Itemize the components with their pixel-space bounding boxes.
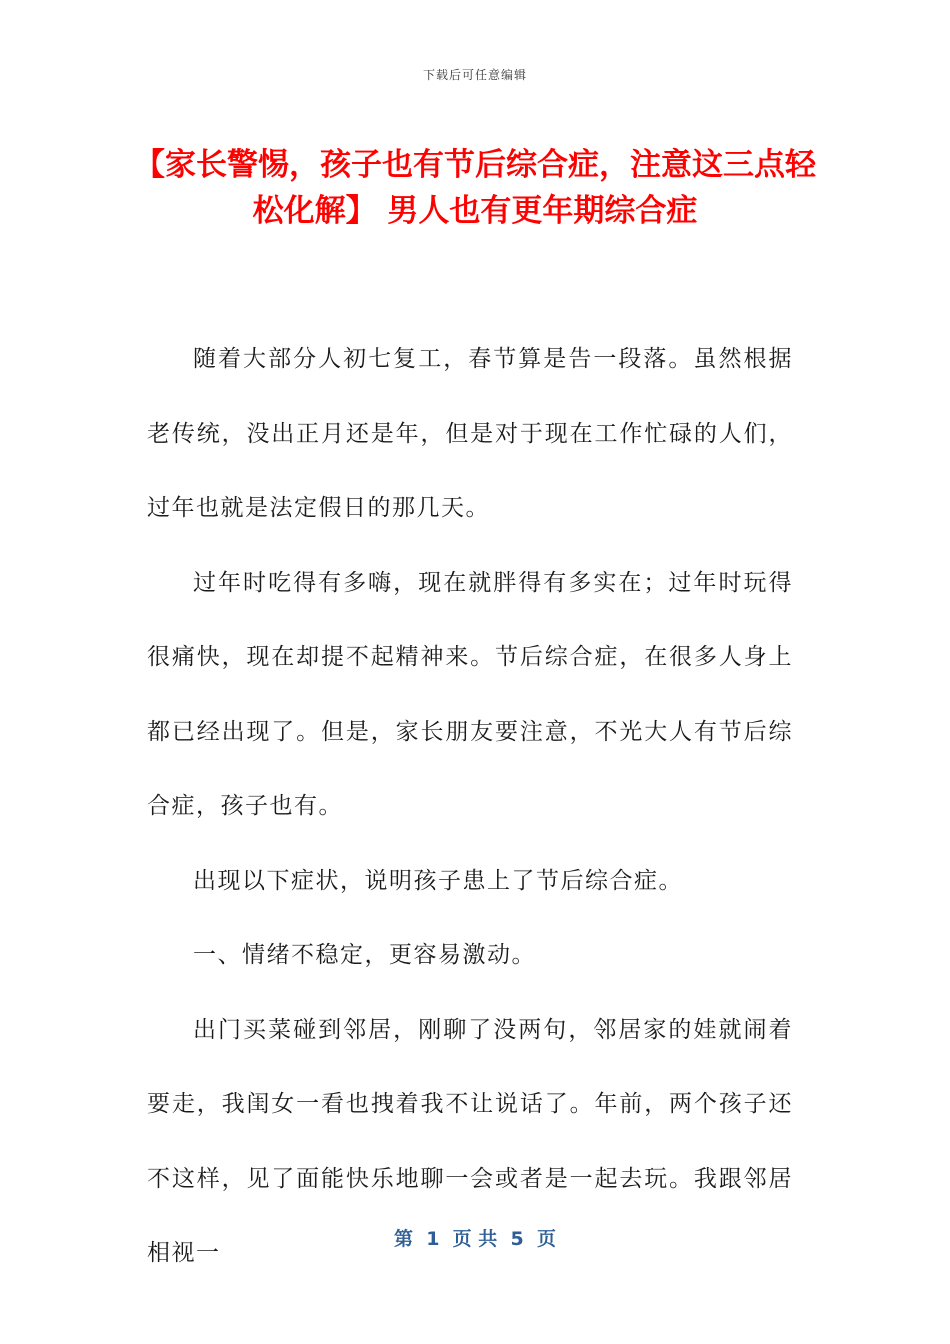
document-body	[147, 322, 793, 1291]
header-note: 下载后可任意编辑	[422, 68, 527, 82]
paragraph: 一、情绪不稳定，更容易激动。	[193, 942, 536, 968]
paragraph: 出门买菜碰到邻居，刚聊了没两句，邻居家的娃就闹着要走，我闺女一看也拽着我不让说话了。年前，两个孩子还不这样，见了面能快乐地聊一会或者是一起去玩。我跟邻居相视一	[147, 1016, 793, 1266]
paragraph: 出现以下症状，说明孩子患上了节后综合症。	[193, 867, 683, 894]
paragraph: 随着大部分人初七复工，春节算是告一段落。虽然根据老传统，没出正月还是年，但是对于现在工作忙碌的人们，过年也就是法定假日的那几天。	[147, 346, 793, 521]
paragraph: 过年时吃得有多嗨，现在就胖得有多实在；过年时玩得很痛快，现在却提不起精神来。节后综合症，在很多人身上都已经出现了。但是，家长朋友要注意，不光大人有节后综合症，孩子也有。	[147, 569, 793, 819]
document-title: 【家长警惕，孩子也有节后综合症，注意这三点轻松化解】 男人也有更年期综合症	[134, 147, 816, 229]
page-number-footer: 第 1 页 共 5 页	[394, 1228, 556, 1250]
